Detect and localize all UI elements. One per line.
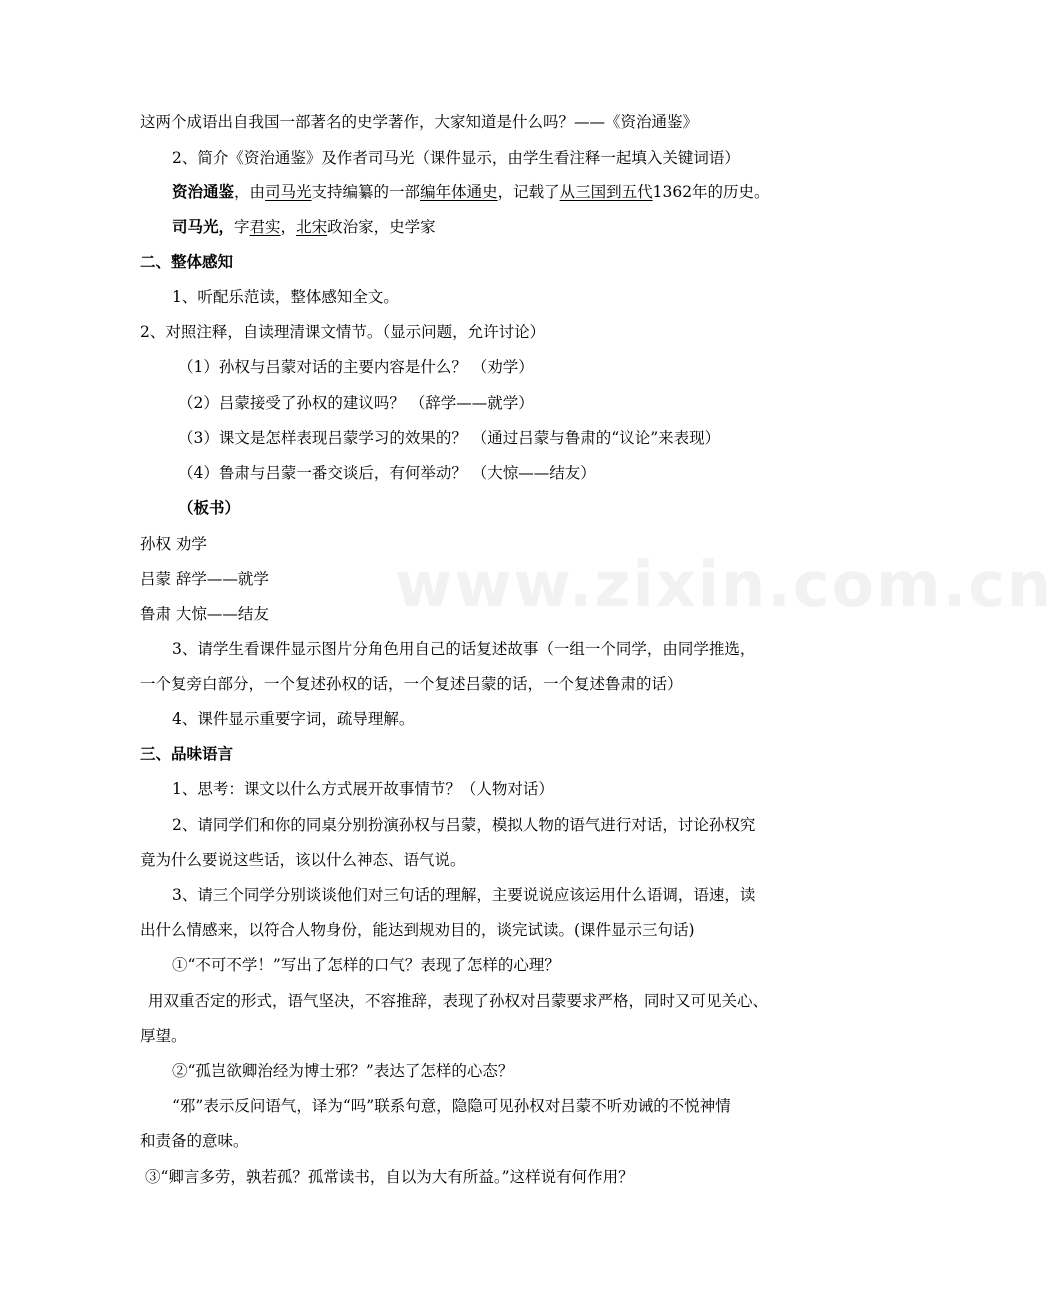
text-line: 3、请学生看课件显示图片分角色用自己的话复述故事（一组一个同学，由同学推选， [172, 640, 756, 658]
text-segment: 支持编纂的一部 [311, 183, 421, 201]
text-line: 用双重否定的形式，语气坚决，不容推辞，表现了孙权对吕蒙要求严格，同时又可见关心、 [148, 992, 769, 1010]
watermark: www.zixin.com.cn [395, 548, 1053, 621]
text-line [172, 217, 436, 237]
text-line: （板书） [178, 498, 241, 517]
text-line: （2）吕蒙接受了孙权的建议吗？ （辞学——就学） [178, 394, 534, 412]
text-line: 二、整体感知 [140, 252, 234, 271]
text-segment: 1362年的历史。 [652, 183, 770, 201]
text-line: 2、简介《资治通鉴》及作者司马光（课件显示，由学生看注释一起填入关键词语） [172, 149, 740, 167]
text-line: 竟为什么要说这些话，该以什么神态、语气说。 [140, 851, 466, 869]
text-line: 孙权 劝学 [140, 535, 207, 553]
text-segment: 字 [234, 218, 250, 236]
text-line: 2、对照注释，自读理清课文情节。（显示问题，允许讨论） [140, 323, 546, 341]
text-line: 出什么情感来，以符合人物身份，能达到规劝目的，谈完试读。(课件显示三句话) [140, 921, 695, 939]
text-line: 和责备的意味。 [140, 1132, 249, 1150]
text-line: ①“不可不学！”写出了怎样的口气？表现了怎样的心理？ [172, 956, 560, 974]
text-segment: ，由 [234, 183, 266, 201]
text-line: 鲁肃 大惊——结友 [140, 605, 269, 623]
text-segment: 司马光， [172, 217, 235, 236]
text-segment: ， [280, 218, 297, 236]
text-line: 1、听配乐范读，整体感知全文。 [172, 288, 399, 306]
text-line: 2、请同学们和你的同桌分别扮演孙权与吕蒙，模拟人物的语气进行对话，讨论孙权究 [172, 816, 756, 834]
text-line: ②“孤岂欲卿治经为博士邪？”表达了怎样的心态？ [172, 1062, 514, 1080]
text-line [172, 182, 770, 202]
text-segment: 资治通鉴 [172, 182, 235, 201]
text-line: 这两个成语出自我国一部著名的史学著作，大家知道是什么吗？——《资治通鉴》 [140, 113, 699, 131]
text-segment: 政治家，史学家 [327, 218, 436, 236]
text-line: 3、请三个同学分别谈谈他们对三句话的理解，主要说说应该运用什么语调，语速，读 [172, 886, 756, 904]
text-line: “邪”表示反问语气，译为“吗”联系句意，隐隐可见孙权对吕蒙不听劝诫的不悦神情 [172, 1097, 731, 1115]
text-line: 吕蒙 辞学——就学 [140, 570, 269, 588]
text-segment: ，记载了 [497, 183, 560, 201]
text-line: 厚望。 [140, 1027, 187, 1045]
text-line: ③“卿言多劳，孰若孤？孤常读书，自以为大有所益。”这样说有何作用？ [145, 1168, 634, 1186]
text-line: （1）孙权与吕蒙对话的主要内容是什么？ （劝学） [178, 358, 534, 376]
text-segment: 司马光 [265, 183, 312, 201]
text-segment: 从三国到五代 [559, 183, 653, 201]
text-line: （4）鲁肃与吕蒙一番交谈后，有何举动？ （大惊——结友） [178, 464, 596, 482]
text-segment: 编年体通史 [420, 183, 498, 201]
text-line: （3）课文是怎样表现吕蒙学习的效果的？ （通过吕蒙与鲁肃的“议论”来表现） [178, 429, 721, 447]
text-line: 三、品味语言 [140, 744, 234, 763]
text-line: 一个复旁白部分，一个复述孙权的话，一个复述吕蒙的话，一个复述鲁肃的话） [140, 675, 683, 693]
text-line: 1、思考：课文以什么方式展开故事情节？（人物对话） [172, 780, 554, 798]
text-segment: 北宋 [296, 218, 328, 236]
text-segment: 君实 [249, 218, 281, 236]
text-line: 4、课件显示重要字词，疏导理解。 [172, 710, 415, 728]
